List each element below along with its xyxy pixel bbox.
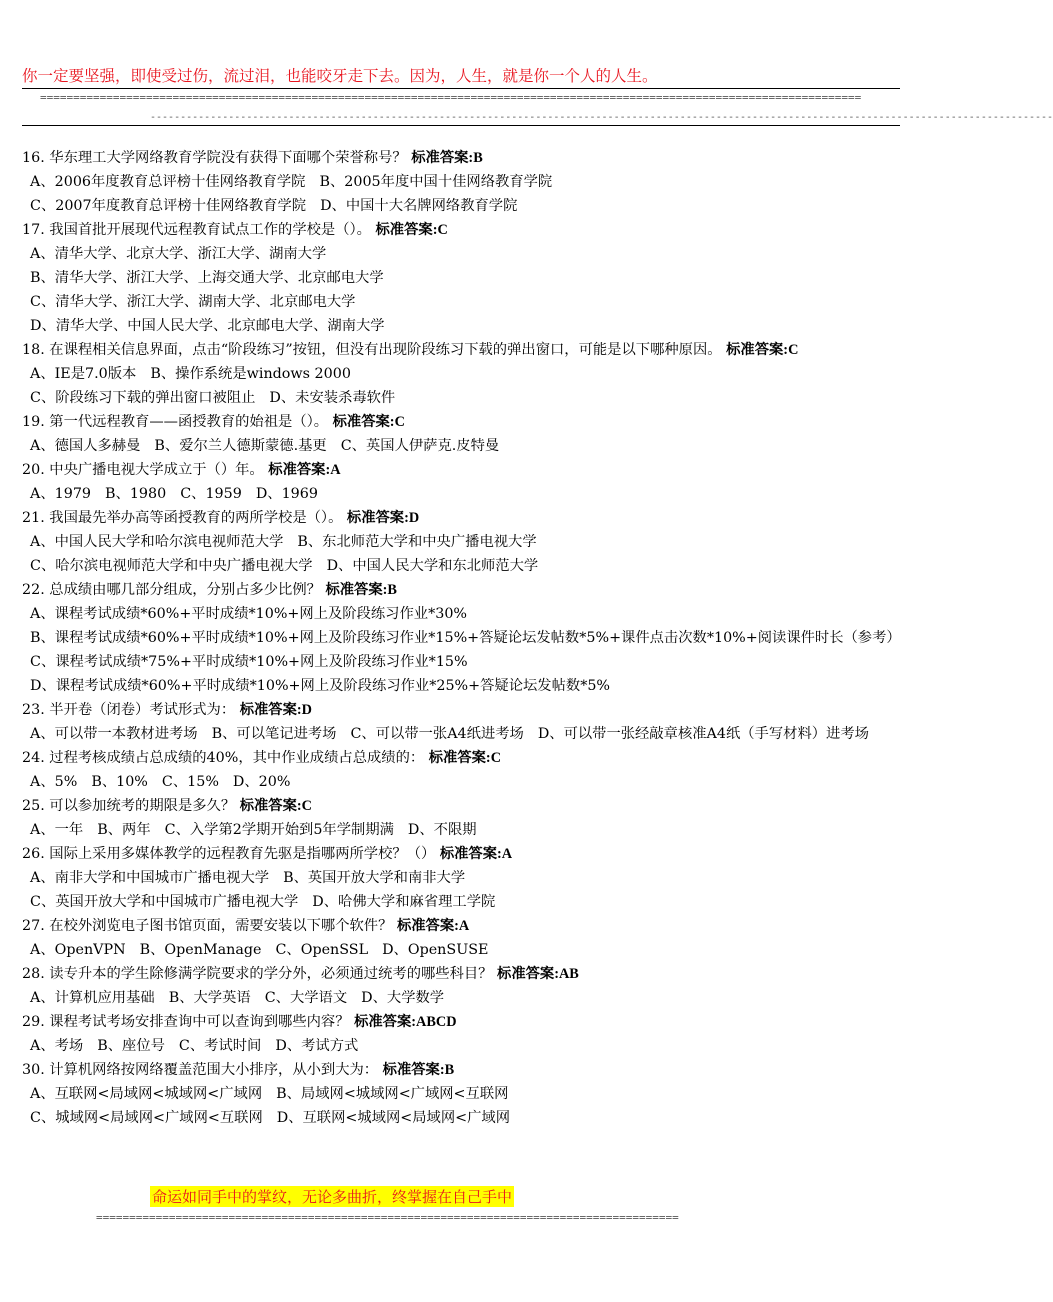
header-equals-line: ============================================================================================================================: [40, 91, 862, 104]
question-prompt: 21. 我国最先举办高等函授教育的两所学校是（）。: [22, 510, 347, 526]
option-text: A、德国人多赫曼: [30, 438, 141, 454]
option-line: [22, 938, 907, 962]
option-text: B、局域网<城域网<广域网<互联网: [276, 1086, 509, 1102]
option-text: B、爱尔兰人德斯蒙德.基更: [154, 438, 327, 454]
option-line: [22, 770, 907, 794]
option-text: C、城域网<局域网<广域网<互联网: [30, 1110, 263, 1126]
option-text: C、考试时间: [178, 1038, 262, 1054]
option-text: C、15%: [161, 774, 219, 790]
option-text: C、2007年度教育总评榜十佳网络教育学院: [30, 198, 307, 214]
question-prompt: 16. 华东理工大学网络教育学院没有获得下面哪个荣誉称号？: [22, 150, 412, 166]
answer-label: 标准答案:: [332, 414, 395, 430]
option-text: C、英国人伊萨克.皮特曼: [340, 438, 500, 454]
answer-label: 标准答案:: [346, 510, 409, 526]
option-line: [22, 530, 907, 554]
option-line: [22, 626, 907, 650]
option-text: A、课程考试成绩*60%+平时成绩*10%+网上及阶段练习作业*30%: [30, 606, 467, 622]
answer-value: B: [473, 150, 483, 166]
question-item: [22, 146, 907, 218]
option-line: [22, 434, 907, 458]
question-item: [22, 506, 907, 578]
answer-label: 标准答案:: [375, 222, 438, 238]
question-text: [22, 842, 907, 866]
answer-value: C: [788, 342, 799, 358]
answer-label: 标准答案:: [239, 798, 302, 814]
option-text: D、哈佛大学和麻省理工学院: [312, 894, 496, 910]
question-text: [22, 1058, 907, 1082]
option-line: [22, 986, 907, 1010]
option-line: [22, 890, 907, 914]
option-text: B、东北师范大学和中央广播电视大学: [297, 534, 537, 550]
question-item: [22, 1058, 907, 1130]
question-text: [22, 746, 907, 770]
option-text: C、入学第2学期开始到5年学制期满: [164, 822, 394, 838]
option-text: D、20%: [232, 774, 291, 790]
question-prompt: 27. 在校外浏览电子图书馆页面，需要安装以下哪个软件？: [22, 918, 397, 934]
option-text: C、大学语文: [264, 990, 348, 1006]
option-line: [22, 722, 907, 746]
option-text: C、英国开放大学和中国城市广播电视大学: [30, 894, 299, 910]
answer-value: A: [330, 462, 341, 478]
answer-label: 标准答案:: [439, 846, 502, 862]
option-text: B、OpenManage: [139, 942, 262, 958]
question-text: [22, 794, 907, 818]
option-text: D、可以带一张经敲章核准A4纸（手写材料）进考场: [537, 726, 869, 742]
option-text: C、1959: [180, 486, 242, 502]
question-item: [22, 698, 907, 746]
question-item: [22, 410, 907, 458]
option-text: A、清华大学、北京大学、浙江大学、湖南大学: [30, 246, 327, 262]
option-text: D、互联网<城域网<局域网<广域网: [276, 1110, 511, 1126]
option-text: D、清华大学、中国人民大学、北京邮电大学、湖南大学: [30, 318, 385, 334]
option-text: C、哈尔滨电视师范大学和中央广播电视大学: [30, 558, 313, 574]
question-prompt: 19. 第一代远程教育——函授教育的始祖是（）。: [22, 414, 333, 430]
answer-label: 标准答案:: [239, 702, 302, 718]
answer-value: D: [301, 702, 312, 718]
option-line: [22, 314, 907, 338]
question-prompt: 17. 我国首批开展现代远程教育试点工作的学校是（）。: [22, 222, 376, 238]
question-prompt: 29. 课程考试考场安排查询中可以查询到哪些内容？: [22, 1014, 355, 1030]
option-text: B、两年: [97, 822, 151, 838]
option-text: D、课程考试成绩*60%+平时成绩*10%+网上及阶段练习作业*25%+答疑论坛发帖数*5%: [30, 678, 611, 694]
question-text: [22, 338, 907, 362]
question-text: [22, 1010, 907, 1034]
answer-label: 标准答案:: [428, 750, 491, 766]
option-text: A、南非大学和中国城市广播电视大学: [30, 870, 270, 886]
question-text: [22, 962, 907, 986]
option-text: D、中国十大名牌网络教育学院: [320, 198, 518, 214]
header-motto: 你一定要坚强，即使受过伤，流过泪，也能咬牙走下去。因为，人生，就是你一个人的人生。: [22, 67, 658, 85]
question-prompt: 18. 在课程相关信息界面，点击“阶段练习”按钮，但没有出现阶段练习下载的弹出窗口，可能是以下哪种原因。: [22, 342, 727, 358]
option-text: C、清华大学、浙江大学、湖南大学、北京邮电大学: [30, 294, 356, 310]
option-text: A、互联网<局域网<城域网<广域网: [30, 1086, 263, 1102]
question-prompt: 26. 国际上采用多媒体教学的远程教育先驱是指哪两所学校？（）: [22, 846, 440, 862]
option-text: D、OpenSUSE: [382, 942, 489, 958]
option-text: D、不限期: [407, 822, 477, 838]
answer-label: 标准答案:: [382, 1062, 445, 1078]
option-text: D、中国人民大学和东北师范大学: [326, 558, 539, 574]
answer-value: ABCD: [416, 1014, 457, 1030]
question-text: [22, 506, 907, 530]
option-line: [22, 194, 907, 218]
answer-label: 标准答案:: [354, 1014, 417, 1030]
answer-value: AB: [558, 966, 579, 982]
option-text: B、10%: [91, 774, 148, 790]
answer-value: C: [394, 414, 405, 430]
footer-equals-line: ========================================================================================: [96, 1211, 679, 1224]
option-line: [22, 866, 907, 890]
option-text: A、OpenVPN: [30, 942, 126, 958]
question-item: [22, 842, 907, 914]
option-text: D、考试方式: [275, 1038, 359, 1054]
option-text: A、可以带一本教材进考场: [30, 726, 198, 742]
option-line: [22, 818, 907, 842]
answer-value: A: [458, 918, 470, 934]
answer-value: A: [501, 846, 513, 862]
question-prompt: 23. 半开卷（闭卷）考试形式为：: [22, 702, 240, 718]
option-line: [22, 242, 907, 266]
option-text: A、2006年度教育总评榜十佳网络教育学院: [30, 174, 306, 190]
question-prompt: 24. 过程考核成绩占总成绩的40%，其中作业成绩占总成绩的：: [22, 750, 429, 766]
footer-motto: 命运如同手中的掌纹，无论多曲折，终掌握在自己手中: [152, 1188, 513, 1206]
answer-label: 标准答案:: [325, 582, 388, 598]
answer-label: 标准答案:: [268, 462, 331, 478]
question-item: [22, 914, 907, 962]
option-text: C、OpenSSL: [275, 942, 369, 958]
option-text: A、5%: [30, 774, 78, 790]
option-line: [22, 170, 907, 194]
option-text: B、1980: [105, 486, 167, 502]
option-line: [22, 1034, 907, 1058]
question-prompt: 28. 读专升本的学生除修满学院要求的学分外，必须通过统考的哪些科目？: [22, 966, 498, 982]
option-line: [22, 386, 907, 410]
header-rule-top: [22, 88, 900, 89]
option-text: B、清华大学、浙江大学、上海交通大学、北京邮电大学: [30, 270, 384, 286]
question-item: [22, 746, 907, 794]
option-line: [22, 362, 907, 386]
answer-value: C: [301, 798, 312, 814]
option-line: [22, 1082, 907, 1106]
option-text: C、课程考试成绩*75%+平时成绩*10%+网上及阶段练习作业*15%: [30, 654, 468, 670]
answer-label: 标准答案:: [411, 150, 474, 166]
option-text: B、课程考试成绩*60%+平时成绩*10%+网上及阶段练习作业*15%+答疑论坛发帖数*5%+课件点击次数*10%+阅读课件时长（参考）: [30, 630, 901, 646]
option-text: A、考场: [30, 1038, 84, 1054]
question-list: [22, 146, 907, 1130]
header-dash-line: ------------------------------------------------------------------------------------------------------------------------------------------------------: [150, 112, 1053, 123]
header-rule-bottom: [22, 125, 900, 126]
question-text: [22, 458, 907, 482]
option-text: B、英国开放大学和南非大学: [283, 870, 466, 886]
answer-label: 标准答案:: [396, 918, 459, 934]
question-text: [22, 578, 907, 602]
question-item: [22, 458, 907, 506]
answer-value: C: [437, 222, 448, 238]
question-item: [22, 1010, 907, 1058]
option-line: [22, 266, 907, 290]
question-text: [22, 410, 907, 434]
option-text: A、中国人民大学和哈尔滨电视师范大学: [30, 534, 284, 550]
answer-value: B: [444, 1062, 455, 1078]
question-text: [22, 146, 907, 170]
question-prompt: 30. 计算机网络按网络覆盖范围大小排序，从小到大为：: [22, 1062, 383, 1078]
option-text: A、计算机应用基础: [30, 990, 155, 1006]
question-text: [22, 914, 907, 938]
question-prompt: 25. 可以参加统考的期限是多久？: [22, 798, 240, 814]
question-prompt: 20. 中央广播电视大学成立于（）年。: [22, 462, 269, 478]
option-text: B、座位号: [97, 1038, 165, 1054]
question-item: [22, 794, 907, 842]
option-line: [22, 674, 907, 698]
option-line: [22, 554, 907, 578]
option-text: A、1979: [30, 486, 92, 502]
option-text: B、2005年度中国十佳网络教育学院: [319, 174, 553, 190]
option-text: B、可以笔记进考场: [211, 726, 337, 742]
option-text: A、一年: [30, 822, 84, 838]
option-text: D、大学数学: [361, 990, 445, 1006]
question-item: [22, 338, 907, 410]
option-text: C、阶段练习下载的弹出窗口被阻止: [30, 390, 256, 406]
question-item: [22, 218, 907, 338]
question-text: [22, 698, 907, 722]
question-item: [22, 962, 907, 1010]
option-text: D、1969: [255, 486, 318, 502]
option-line: [22, 482, 907, 506]
option-text: B、大学英语: [168, 990, 251, 1006]
option-text: B、操作系统是windows 2000: [150, 366, 351, 382]
question-item: [22, 578, 907, 698]
question-text: [22, 218, 907, 242]
answer-label: 标准答案:: [497, 966, 559, 982]
option-text: A、IE是7.0版本: [30, 366, 137, 382]
option-line: [22, 290, 907, 314]
answer-label: 标准答案:: [726, 342, 789, 358]
option-line: [22, 650, 907, 674]
option-line: [22, 1106, 907, 1130]
answer-value: C: [490, 750, 502, 766]
option-text: C、可以带一张A4纸进考场: [350, 726, 524, 742]
option-text: D、未安装杀毒软件: [269, 390, 396, 406]
answer-value: B: [387, 582, 397, 598]
answer-value: D: [408, 510, 420, 526]
question-prompt: 22. 总成绩由哪几部分组成，分别占多少比例？: [22, 582, 326, 598]
option-line: [22, 602, 907, 626]
